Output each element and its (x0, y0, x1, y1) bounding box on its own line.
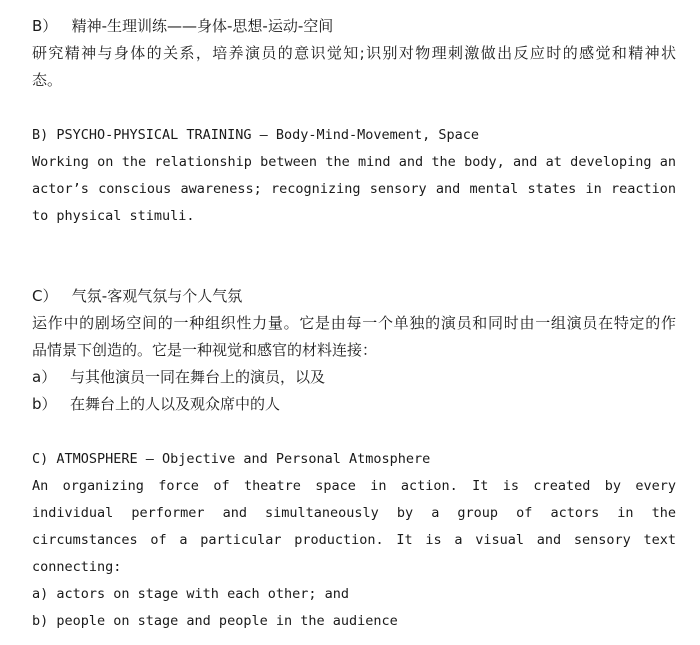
section-c-en-paragraph-line: An organizing force of theatre space in action. It is created by every (32, 478, 676, 494)
list-item-text: 与其他演员一同在舞台上的演员，以及 (70, 368, 326, 386)
section-c-zh-heading: C） 气氛-客观气氛与个人气氛 (32, 287, 243, 305)
section-b-zh-heading: B） 精神-生理训练——身体-思想-运动-空间 (32, 17, 334, 35)
section-c-en-list-item-a: a) actors on stage with each other; and (32, 586, 349, 602)
section-c-zh-list-item-b (32, 391, 676, 418)
section-b-zh-paragraph-line: 态。 (32, 71, 63, 89)
section-b-zh-paragraph-line: 研究精神与身体的关系，培养演员的意识觉知;识别对物理刺激做出反应时的感觉和精神状 (32, 44, 676, 62)
section-c-en-paragraph-line: individual performer and simultaneously by a group of actors in the (32, 505, 676, 521)
section-b-en-heading: B) PSYCHO-PHYSICAL TRAINING – Body-Mind-Movement, Space (32, 127, 480, 143)
section-c-en-heading: C) ATMOSPHERE – Objective and Personal Atmosphere (32, 451, 431, 467)
section-c-en-list-item-b: b) people on stage and people in the audience (32, 613, 398, 629)
section-c-en-paragraph-line: connecting: (32, 559, 122, 575)
section-b-en-paragraph-line: Working on the relationship between the mind and the body, and at developing an (32, 154, 676, 170)
section-c-zh-list-item-a (32, 364, 676, 391)
list-item-text: 在舞台上的人以及观众席中的人 (70, 395, 281, 413)
section-b-en-paragraph-line: actor’s conscious awareness; recognizing sensory and mental states in reaction (32, 181, 676, 197)
list-marker: b） (32, 395, 57, 413)
section-c-zh-paragraph-line: 运作中的剧场空间的一种组织性力量。它是由每一个单独的演员和同时由一组演员在特定的作 (32, 314, 676, 332)
section-c-zh-paragraph-line: 品情景下创造的。它是一种视觉和感官的材料连接： (32, 341, 378, 359)
section-b-en-paragraph-line: to physical stimuli. (32, 208, 195, 224)
section-c-en-paragraph-line: circumstances of a particular production. It is a visual and sensory text (32, 532, 676, 548)
list-marker: a） (32, 368, 57, 386)
